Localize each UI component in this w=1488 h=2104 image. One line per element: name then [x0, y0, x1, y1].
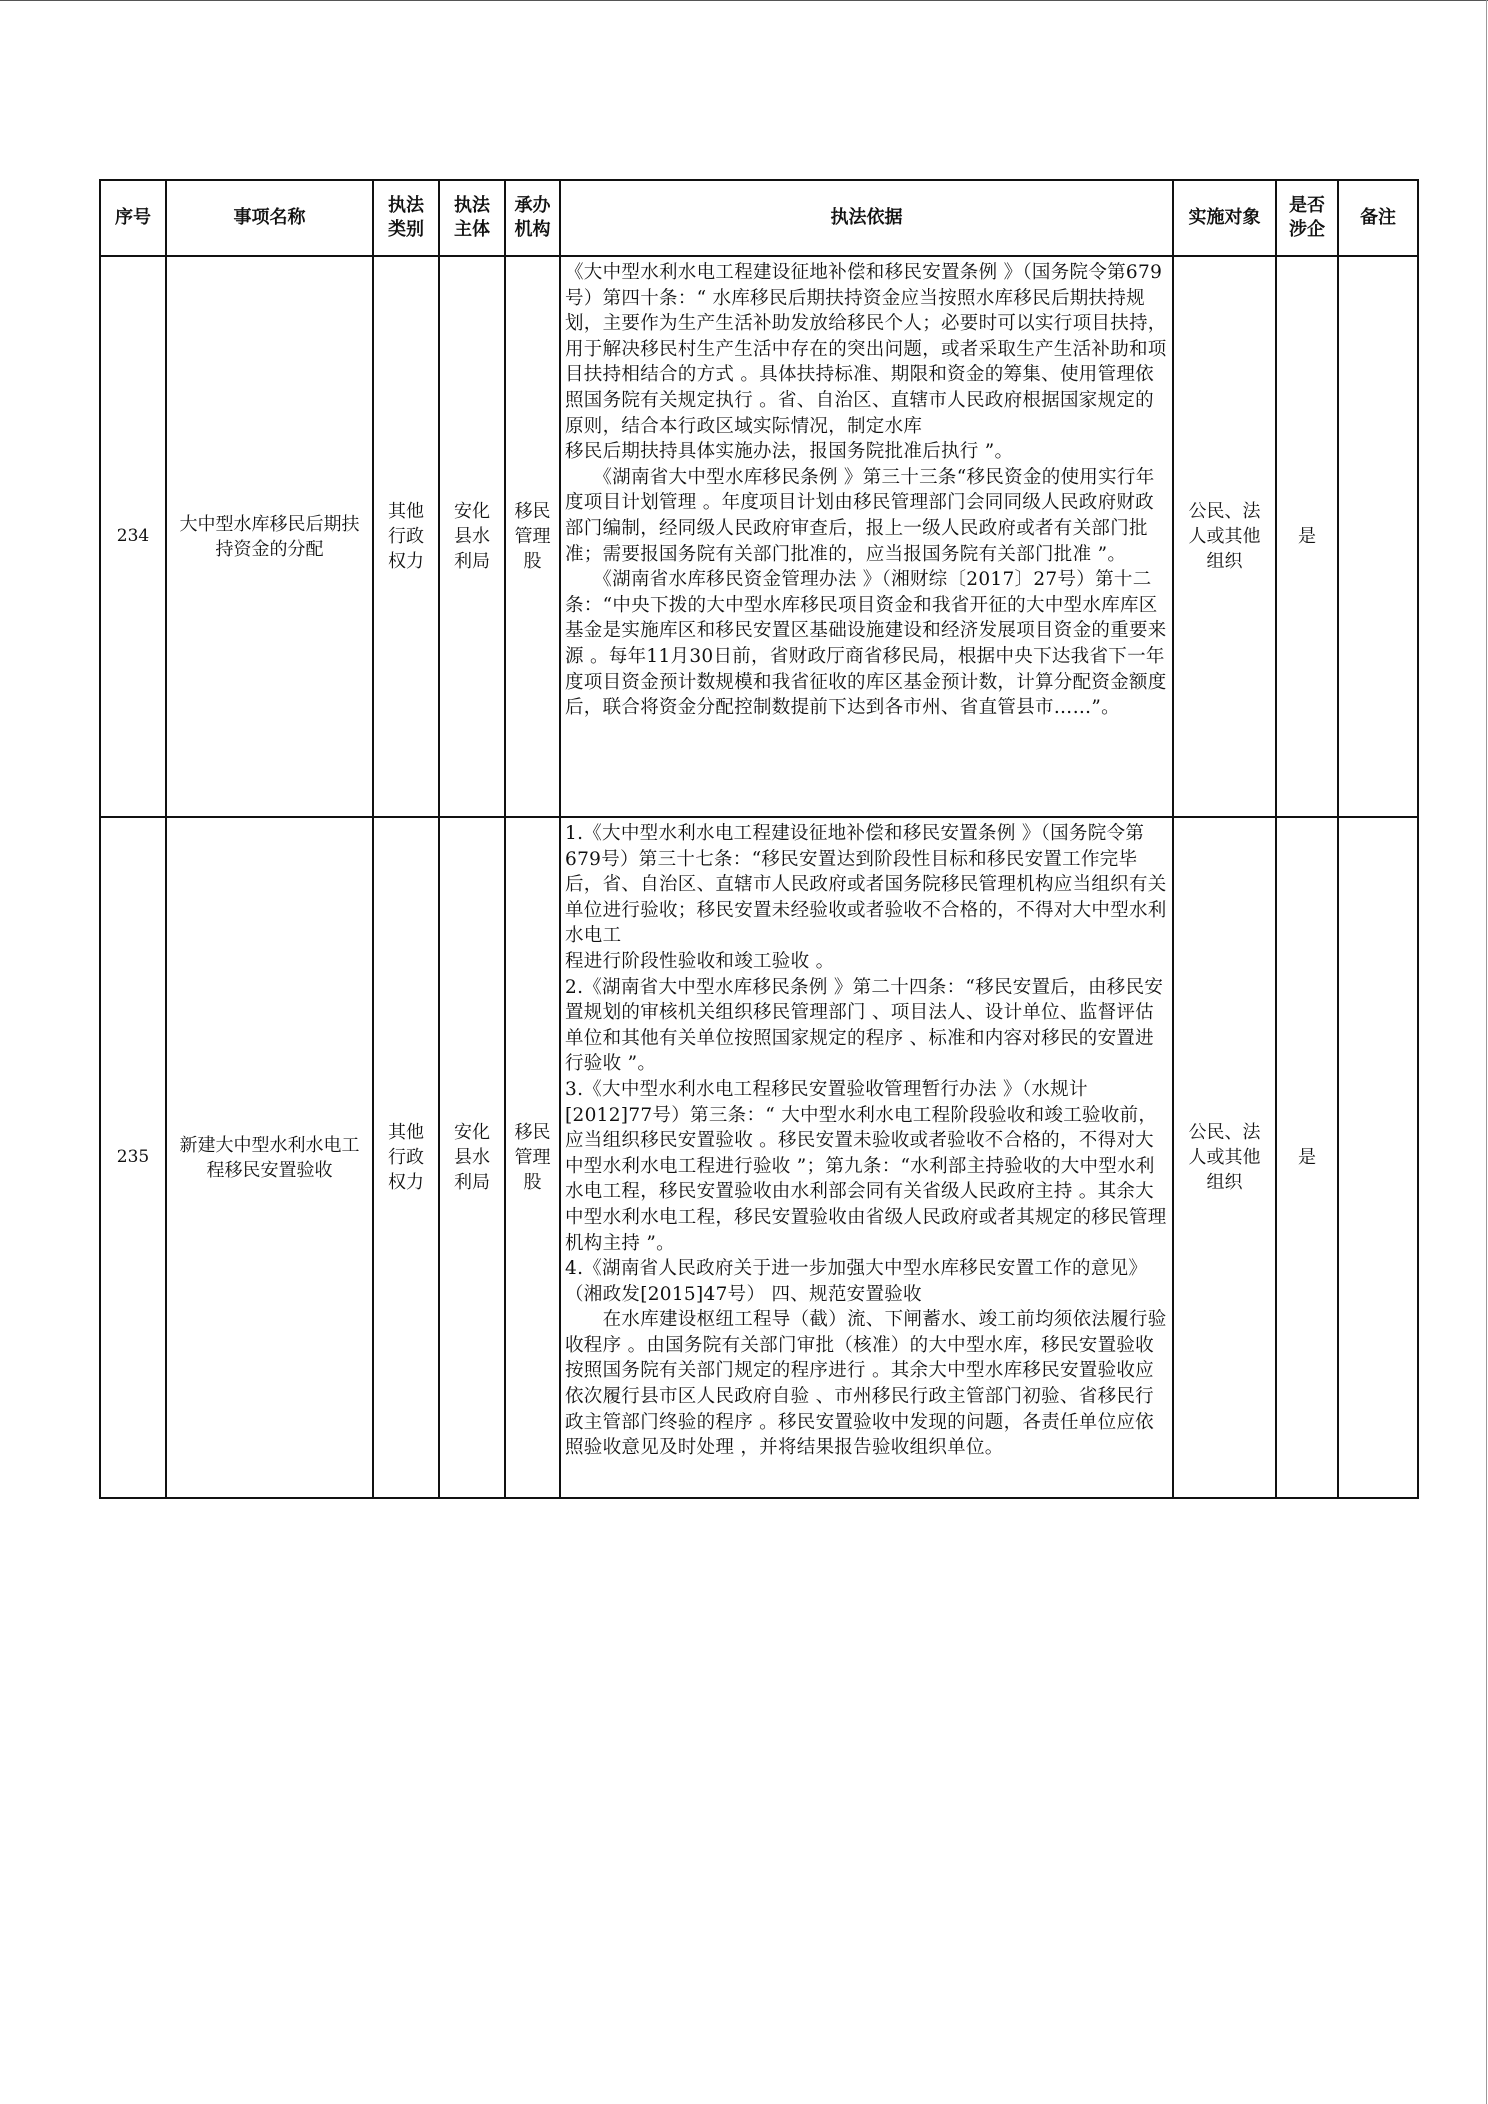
row-target: 公民、法人或其他组织 [1173, 817, 1276, 1498]
header-category: 执法 类别 [373, 180, 439, 256]
page-border-right [1486, 0, 1487, 2104]
row-name: 大中型水库移民后期扶持资金的分配 [166, 256, 373, 817]
header-enterprise: 是否 涉企 [1276, 180, 1338, 256]
row-enterprise: 是 [1276, 256, 1338, 817]
header-name: 事项名称 [166, 180, 373, 256]
row-category: 其他行政权力 [373, 256, 439, 817]
row-agency: 移民管理股 [505, 817, 560, 1498]
row-target: 公民、法人或其他组织 [1173, 256, 1276, 817]
row-subject: 安化县水利局 [439, 256, 505, 817]
row-name: 新建大中型水利水电工程移民安置验收 [166, 817, 373, 1498]
table-header-row [100, 180, 1418, 256]
table-row [100, 256, 1418, 817]
header-remark: 备注 [1338, 180, 1418, 256]
page-border-top [0, 0, 1488, 1]
header-seq: 序号 [100, 180, 166, 256]
row-enterprise: 是 [1276, 817, 1338, 1498]
header-agency: 承办 机构 [505, 180, 560, 256]
row-subject: 安化县水利局 [439, 817, 505, 1498]
table-row [100, 817, 1418, 1498]
header-subject: 执法 主体 [439, 180, 505, 256]
row-basis: 《大中型水利水电工程建设征地补偿和移民安置条例 》（国务院令第679号）第四十条：“ 水库移民后期扶持资金应当按照水库移民后期扶持规划，主要作为生产生活补助发放给移民个人；必要时可以实行项目扶持，用于解决移民村生产生活中存在的突出问题，或者采取生产生活补助和项目扶持相结合的方式 。具体扶持标准、期限和资金的筹集、使用管理依照国务院有关规定执行 。省、自治区、直辖市人民政府根据国家规定的原则，结合本行政区域实际情况，制定水库 移民后期扶持具体实施办法，报国务院批准后执行 ”。 《湖南省大中型水库移民条例 》第三十三条“移民资金的使用实行年度项目计划管理 。年度项目计划由移民管理部门会同同级人民政府财政部门编制，经同级人民政府审查后，报上一级人民政府或者有关部门批准；需要报国务院有关部门批准的，应当报国务院有关部门批准 ”。 《湖南省水库移民资金管理办法 》（湘财综〔2017〕27号）第十二条：“中央下拨的大中型水库移民项目资金和我省开征的大中型水库库区基金是实施库区和移民安置区基础设施建设和经济发展项目资金的重要来源 。每年11月30日前，省财政厅商省移民局，根据中央下达我省下一年度项目资金预计数规模和我省征收的库区基金预计数，计算分配资金额度后，联合将资金分配控制数提前下达到各市州、省直管县市……”。 [560, 256, 1173, 817]
row-agency: 移民管理股 [505, 256, 560, 817]
header-basis: 执法依据 [560, 180, 1173, 256]
row-category: 其他行政权力 [373, 817, 439, 1498]
row-remark [1338, 256, 1418, 817]
enforcement-items-table [99, 179, 1419, 1499]
row-basis: 1.《大中型水利水电工程建设征地补偿和移民安置条例 》（国务院令第679号）第三十七条：“移民安置达到阶段性目标和移民安置工作完毕后，省、自治区、直辖市人民政府或者国务院移民管理机构应当组织有关单位进行验收；移民安置未经验收或者验收不合格的，不得对大中型水利水电工 程进行阶段性验收和竣工验收 。 2.《湖南省大中型水库移民条例 》第二十四条：“移民安置后，由移民安置规划的审核机关组织移民管理部门 、项目法人、设计单位、监督评估单位和其他有关单位按照国家规定的程序 、标准和内容对移民的安置进行验收 ”。 3.《大中型水利水电工程移民安置验收管理暂行办法 》（水规计[2012]77号）第三条：“ 大中型水利水电工程阶段验收和竣工验收前，应当组织移民安置验收 。移民安置未验收或者验收不合格的，不得对大中型水利水电工程进行验收 ”；第九条：“水利部主持验收的大中型水利水电工程，移民安置验收由水利部会同有关省级人民政府主持 。其余大中型水利水电工程，移民安置验收由省级人民政府或者其规定的移民管理机构主持 ”。 4.《湖南省人民政府关于进一步加强大中型水库移民安置工作的意见》（湘政发[2015]47号） 四、规范安置验收 在水库建设枢纽工程导（截）流、下闸蓄水、竣工前均须依法履行验收程序 。由国务院有关部门审批（核准）的大中型水库，移民安置验收按照国务院有关部门规定的程序进行 。其余大中型水库移民安置验收应依次履行县市区人民政府自验 、市州移民行政主管部门初验、省移民行政主管部门终验的程序 。移民安置验收中发现的问题，各责任单位应依照验收意见及时处理 ，并将结果报告验收组织单位。 [560, 817, 1173, 1498]
row-seq: 234 [100, 256, 166, 817]
header-target: 实施对象 [1173, 180, 1276, 256]
row-seq: 235 [100, 817, 166, 1498]
row-remark [1338, 817, 1418, 1498]
